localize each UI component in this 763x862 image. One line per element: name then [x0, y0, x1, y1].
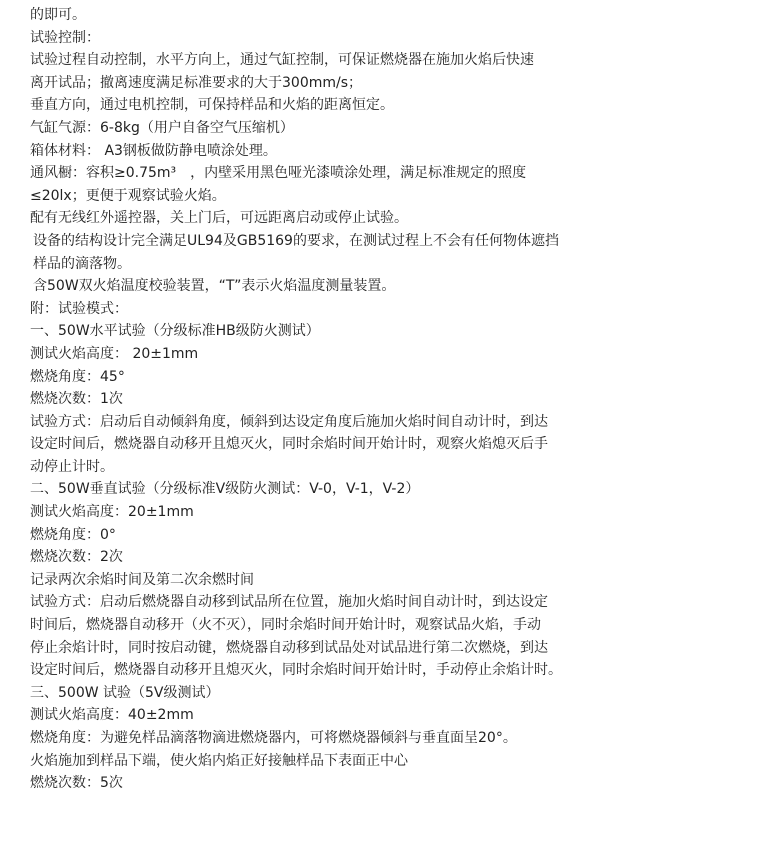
text-line: 箱体材料： A3钢板做防静电喷涂处理。 [30, 142, 277, 159]
text-line: 动停止计时。 [30, 458, 114, 475]
text-line: 燃烧次数：1次 [30, 391, 123, 408]
text-line: 通风橱：容积≥0.75m³ ，内壁采用黑色哑光漆喷涂处理，满足标准规定的照度 [30, 165, 527, 182]
text-line: 试验方式：启动后燃烧器自动移到试品所在位置，施加火焰时间自动计时，到达设定 [30, 594, 548, 611]
text-line: 时间后，燃烧器自动移开（火不灭），同时余焰时间开始计时，观察试品火焰，手动 [30, 617, 541, 634]
text-line: 试验过程自动控制，水平方向上，通过气缸控制，可保证燃烧器在施加火焰后快速 [30, 52, 534, 69]
text-line: 测试火焰高度：20±1mm [30, 504, 194, 521]
document-body [30, 4, 750, 795]
text-line: 含50W双火焰温度校验装置，“T”表示火焰温度测量装置。 [33, 278, 396, 295]
text-line: 测试火焰高度： 20±1mm [30, 345, 199, 362]
text-line: 试验方式：启动后自动倾斜角度，倾斜到达设定角度后施加火焰时间自动计时，到达 [30, 413, 548, 430]
subsection-heading-vertical: 二、50W垂直试验（分级标准V级防火测试：V-0，V-1，V-2） [30, 481, 420, 498]
text-line: 设定时间后，燃烧器自动移开且熄灭火，同时余焰时间开始计时，观察火焰熄灭后手 [30, 436, 548, 453]
text-line: 燃烧次数：2次 [30, 549, 123, 566]
text-line: ≤20lx；更便于观察试验火焰。 [30, 187, 226, 204]
text-line: 设备的结构设计完全满足UL94及GB5169的要求，在测试过程上不会有任何物体遮挡 [33, 232, 559, 249]
text-line: 配有无线红外遥控器，关上门后，可远距离启动或停止试验。 [30, 210, 408, 227]
text-line: 停止余焰计时，同时按启动键，燃烧器自动移到试品处对试品进行第二次燃烧，到达 [30, 639, 548, 656]
subsection-heading-horizontal: 一、50W水平试验（分级标准HB级防火测试） [30, 323, 320, 340]
text-line: 燃烧角度：45° [30, 368, 125, 385]
text-line: 燃烧角度：为避免样品滴落物滴进燃烧器内，可将燃烧器倾斜与垂直面呈20°。 [30, 730, 517, 746]
text-line: 的即可。 [30, 7, 86, 23]
text-line: 记录两次余焰时间及第二次余燃时间 [30, 571, 254, 588]
text-line: 测试火焰高度：40±2mm [30, 707, 194, 724]
section-heading-test-modes: 附：试验模式： [30, 300, 128, 317]
section-heading-test-control: 试验控制： [30, 29, 100, 46]
text-line: 燃烧角度：0° [30, 526, 116, 543]
text-line: 样品的滴落物。 [33, 255, 131, 272]
subsection-heading-500w: 三、500W 试验（5V级测试） [30, 684, 220, 701]
text-line: 气缸气源：6-8kg（用户自备空气压缩机） [30, 119, 294, 136]
text-line: 垂直方向，通过电机控制，可保持样品和火焰的距离恒定。 [30, 97, 394, 114]
text-line: 火焰施加到样品下端，使火焰内焰正好接触样品下表面正中心 [30, 752, 408, 769]
text-line: 离开试品；撤离速度满足标准要求的大于300mm/s； [30, 74, 363, 91]
text-line: 设定时间后，燃烧器自动移开且熄灭火，同时余焰时间开始计时，手动停止余焰计时。 [30, 662, 562, 679]
text-line: 燃烧次数：5次 [30, 775, 123, 792]
